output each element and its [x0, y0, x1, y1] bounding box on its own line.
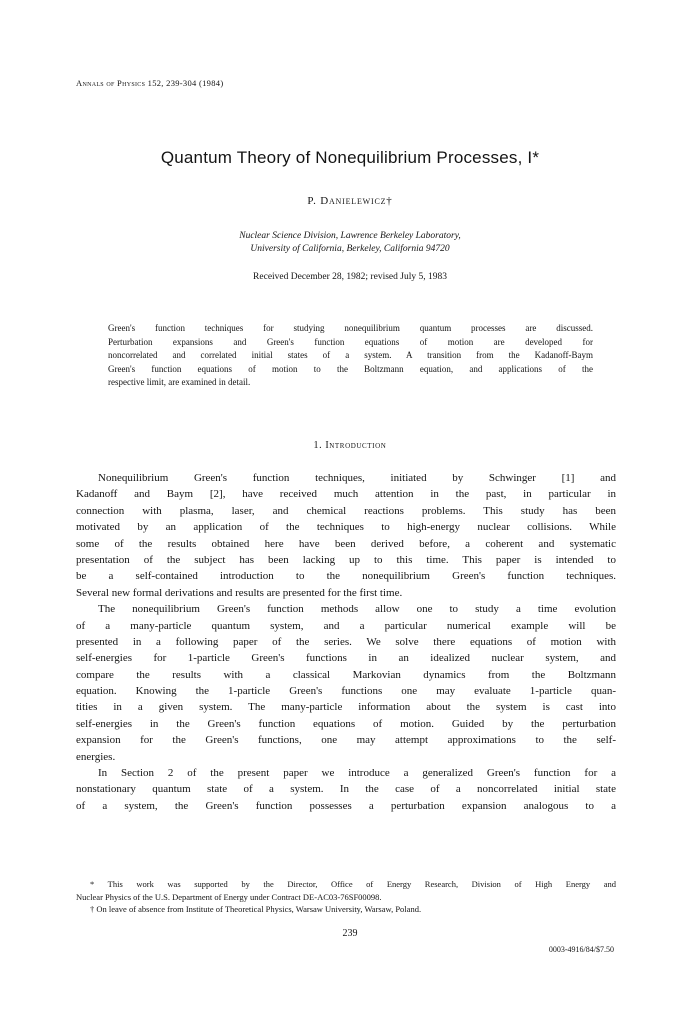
- paper-title: Quantum Theory of Nonequilibrium Processes, I*: [160, 148, 540, 167]
- abstract-line: Green's function techniques for studying nonequilibrium quantum processes are discussed.: [108, 323, 593, 333]
- footnote-line: † On leave of absence from Institute of Theoretical Physics, Warsaw University, Warsaw, Poland.: [90, 904, 422, 914]
- abstract: [108, 322, 593, 390]
- body-line: presentation of the subject has been lacking up to this time. This paper is intended to: [76, 553, 616, 566]
- section-heading: 1. Introduction: [313, 440, 387, 451]
- affiliation-line: Nuclear Science Division, Lawrence Berkeley Laboratory,: [239, 231, 461, 241]
- body-line: Several new formal derivations and results are presented for the first time.: [76, 586, 403, 599]
- body-line: energies.: [76, 750, 116, 763]
- body-line: tities in a given system. The many-particle information about the system is cast into: [76, 701, 616, 714]
- body-line: presented in a following paper of the series. We solve there equations of motion with: [76, 635, 616, 648]
- body-line: connection with plasma, laser, and chemical reactions problems. This study has been: [76, 504, 616, 517]
- body-line: some of the results obtained here have been derived before, a coherent and systematic: [76, 537, 616, 550]
- body-line: nonstationary quantum state of a system. In the case of a noncorrelated initial state: [76, 783, 616, 796]
- body-line: be a self-contained introduction to the nonequilibrium Green's function techniques.: [76, 570, 616, 583]
- body-line: self-energies for 1-particle Green's functions in an idealized nuclear system, and: [76, 652, 616, 665]
- body-line: compare the results with a classical Markovian dynamics from the Boltzmann: [76, 668, 616, 681]
- body-line: The nonequilibrium Green's function methods allow one to study a time evolution: [98, 603, 616, 616]
- received-date: Received December 28, 1982; revised July 5, 1983: [253, 272, 447, 282]
- footnotes: [76, 878, 616, 916]
- body-line: Nonequilibrium Green's function techniques, initiated by Schwinger [1] and: [98, 472, 616, 484]
- body-line: Kadanoff and Baym [2], have received much attention in the past, in particular in: [76, 488, 616, 501]
- body-line: of a system, the Green's function possesses a perturbation expansion analogous to a: [76, 799, 616, 812]
- page-number: 239: [342, 928, 358, 939]
- footnote-line: * This work was supported by the Director, Office of Energy Research, Division of High Energy and: [90, 879, 616, 889]
- issn-code: 0003-4916/84/$7.50: [548, 945, 614, 954]
- abstract-line: Perturbation expansions and Green's function equations of motion are developed for: [108, 336, 593, 347]
- body-line: equation. Knowing the 1-particle Green's functions one may evaluate 1-particle quan-: [76, 685, 616, 698]
- affiliation: [0, 230, 700, 256]
- running-head: Annals of Physics 152, 239-304 (1984): [76, 78, 224, 88]
- affiliation-line: University of California, Berkeley, California 94720: [250, 244, 450, 254]
- abstract-line: noncorrelated and correlated initial states of a system. A transition from the Kadanoff-Baym: [108, 350, 593, 360]
- body-line: of a many-particle quantum system, and a particular numerical example will be: [76, 619, 616, 632]
- body-line: expansion for the Green's functions, one may attempt approximations to the self-: [76, 734, 616, 747]
- abstract-line: respective limit, are examined in detail.: [108, 377, 251, 387]
- body-line: In Section 2 of the present paper we introduce a generalized Green's function for a: [98, 767, 616, 780]
- footnote-line: Nuclear Physics of the U.S. Department of Energy under Contract DE-AC03-76SF00098.: [76, 891, 382, 902]
- body-line: motivated by an application of the techniques to high-energy nuclear collisions. While: [76, 521, 616, 534]
- body-text: [76, 470, 616, 814]
- body-line: self-energies in the Green's function equations of motion. Guided by the perturbation: [76, 717, 616, 730]
- abstract-line: Green's function equations of motion to the Boltzmann equation, and applications of the: [108, 363, 593, 374]
- author-name: P. Danielewicz†: [307, 195, 393, 207]
